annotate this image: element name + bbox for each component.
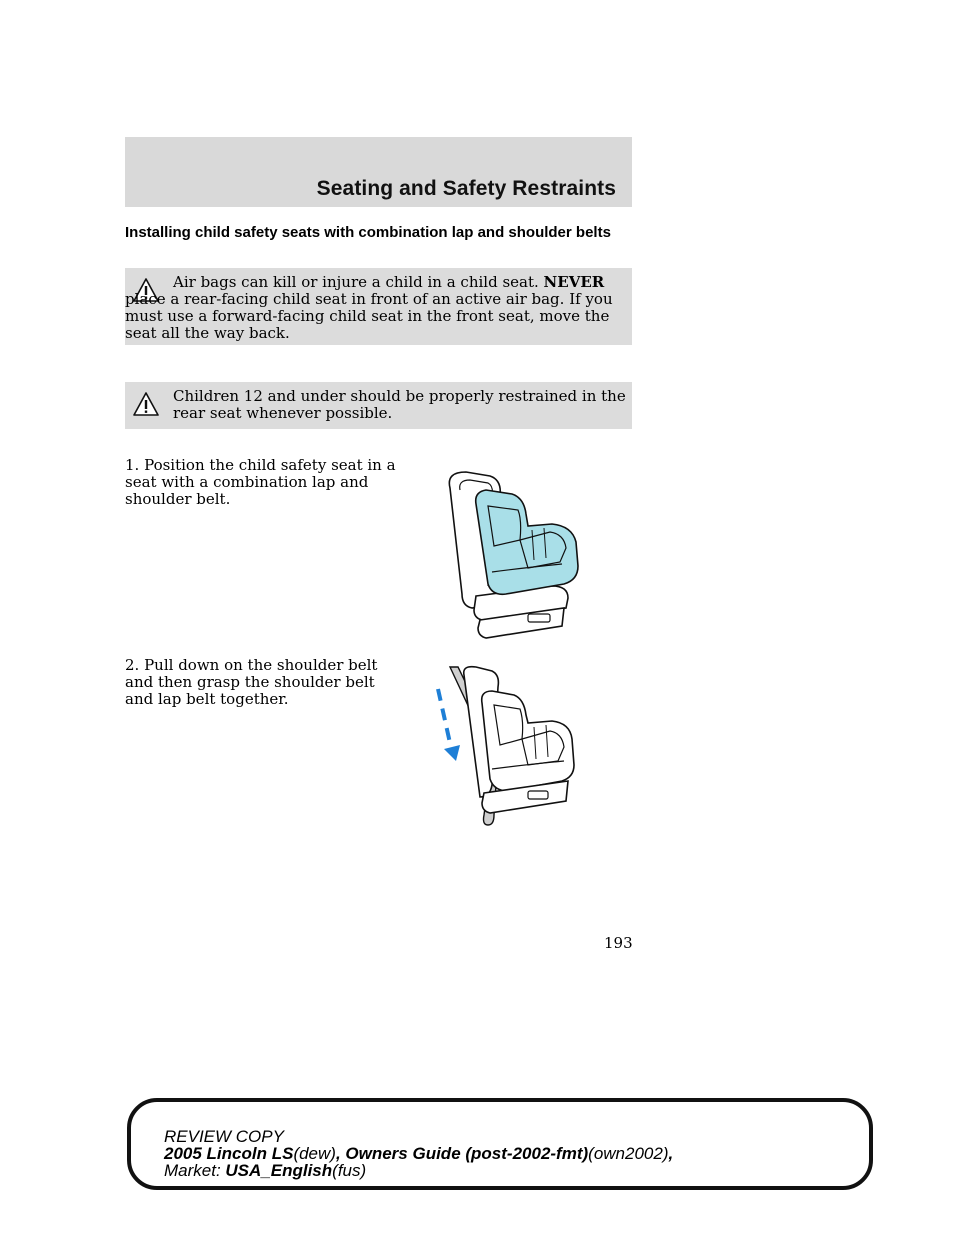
header-band	[125, 137, 632, 207]
warning-triangle-icon	[133, 392, 159, 416]
child-seat-illustration	[432, 468, 592, 640]
warning-text-part: place a rear-facing child seat in front of an active air bag. If you must use a forward-facing child seat in the front seat, move the seat all the way back.	[125, 290, 613, 342]
footer-market-label: Market:	[164, 1161, 226, 1180]
footer-line-1: REVIEW COPY	[164, 1127, 284, 1146]
footer-comma: ,	[668, 1144, 674, 1163]
warning-text-children: Children 12 and under should be properly restrained in the rear seat whenever possible.	[173, 387, 626, 422]
step-1-text: 1. Position the child safety seat in a seat with a combination lap and shoulder belt.	[125, 456, 396, 508]
footer-review-box	[127, 1098, 873, 1190]
page-section-title: Seating and Safety Restraints	[316, 177, 616, 200]
warning-emphasis: NEVER	[543, 273, 605, 291]
footer-market: USA_English	[225, 1161, 333, 1180]
footer-market-code: (fus)	[332, 1161, 367, 1180]
warning-box-children	[125, 382, 632, 429]
warning-text-airbag	[125, 274, 628, 342]
footer-vehicle-code: (dew)	[293, 1144, 336, 1163]
footer-line-3	[164, 1162, 673, 1179]
section-heading: Installing child safety seats with combination lap and shoulder belts	[125, 224, 611, 241]
footer-text	[164, 1128, 673, 1179]
footer-guide-code: (own2002)	[588, 1144, 669, 1163]
footer-vehicle: 2005 Lincoln LS	[164, 1144, 294, 1163]
warning-text-part: Air bags can kill or injure a child in a child seat.	[173, 273, 544, 291]
warning-box-airbag	[125, 268, 632, 345]
shoulder-belt-illustration	[430, 665, 590, 833]
page-number: 193	[604, 934, 633, 952]
footer-guide: , Owners Guide (post-2002-fmt)	[335, 1144, 589, 1163]
step-2-text: 2. Pull down on the shoulder belt and then grasp the shoulder belt and lap belt together.	[125, 656, 378, 708]
footer-line-2	[164, 1145, 673, 1162]
